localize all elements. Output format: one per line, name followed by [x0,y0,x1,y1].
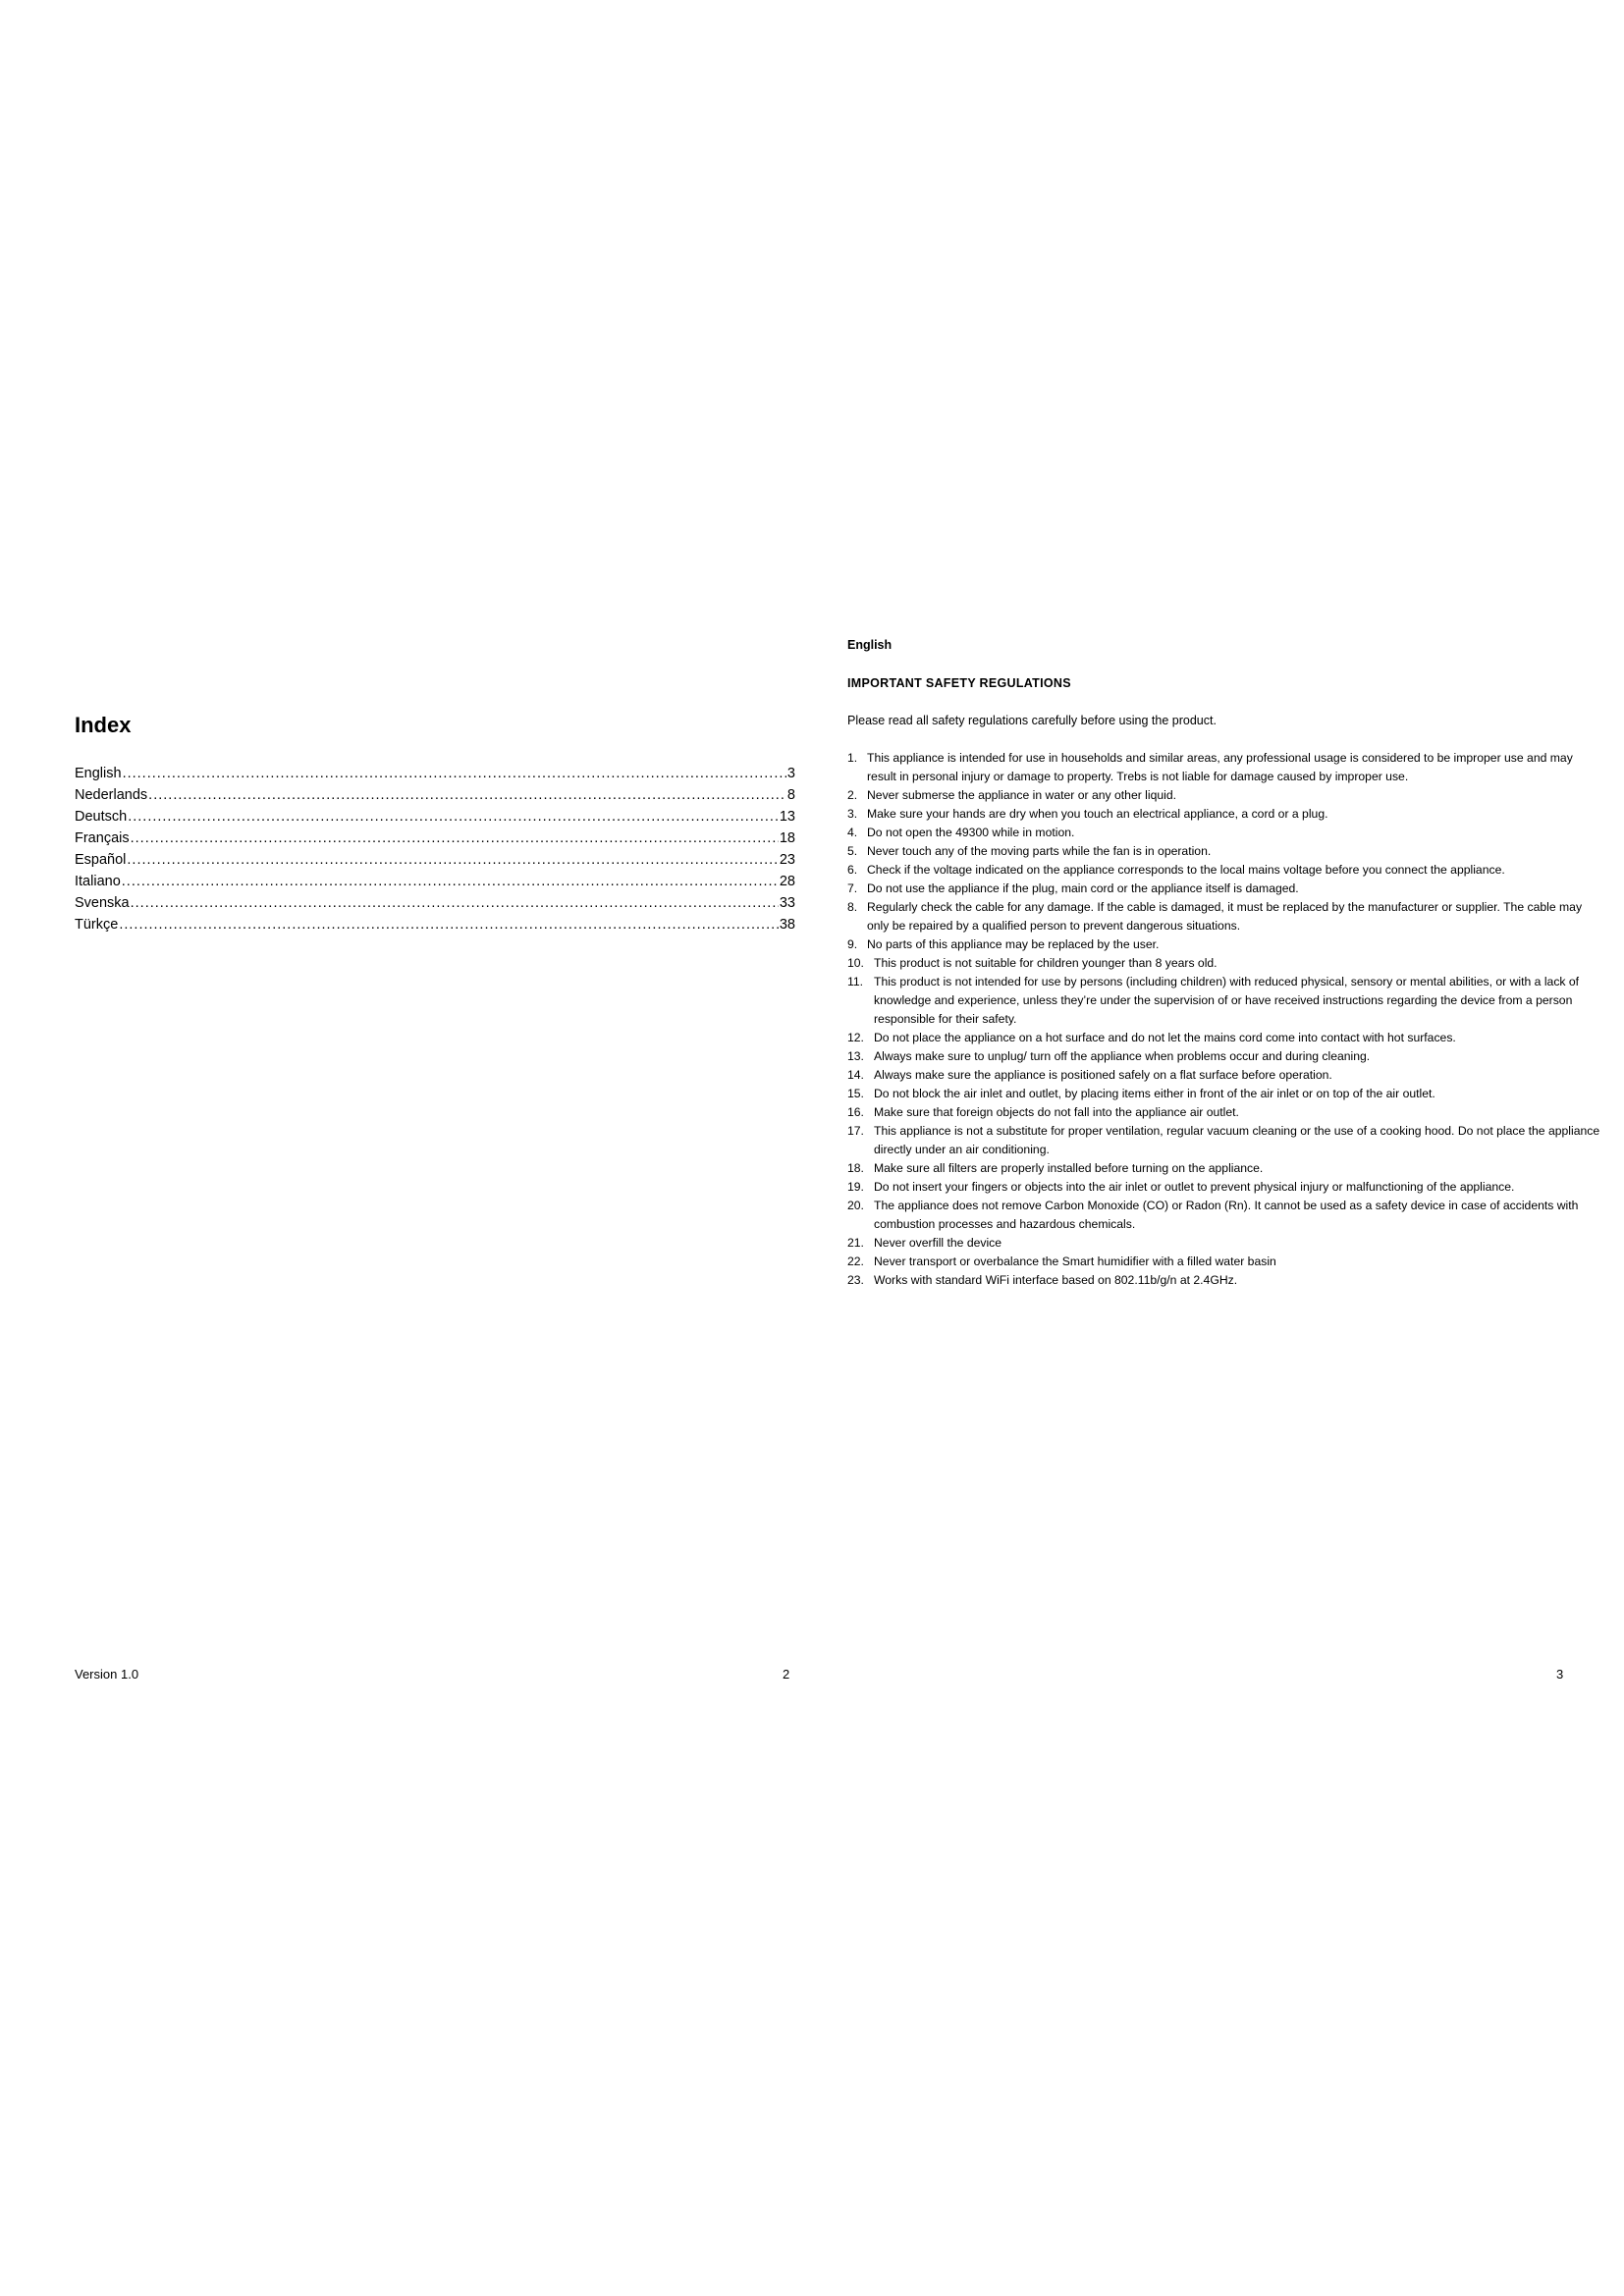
rule-number: 11. [847,975,864,988]
toc-dot-leader [131,892,779,914]
rule-number: 4. [847,826,858,839]
list-item [847,1253,1601,1271]
list-item [847,1197,1601,1234]
toc-entry-francais[interactable] [75,828,795,849]
rule-number: 18. [847,1161,864,1175]
list-item [847,749,1601,786]
list-item [847,1234,1601,1253]
toc-label: Türkçe [75,917,119,933]
rule-number: 7. [847,881,858,895]
toc-entry-english[interactable] [75,763,795,784]
rule-number: 10. [847,956,864,970]
toc-page-number: 38 [779,917,795,933]
rule-number: 6. [847,863,858,877]
rule-text: Do not place the appliance on a hot surface and do not let the mains cord come into contact with hot surfaces. [874,1031,1456,1044]
safety-heading: IMPORTANT SAFETY REGULATIONS [847,676,1071,690]
toc-label: Svenska [75,895,130,911]
rule-text: Do not open the 49300 while in motion. [867,826,1075,839]
list-item [847,1159,1601,1178]
rule-text: Regularly check the cable for any damage. If the cable is damaged, it must be replaced by the manufacturer or supplier. The cable may only be repaired by a qualified person to prevent dangerous situations. [867,900,1583,933]
toc-entry-deutsch[interactable] [75,806,795,828]
rule-text: Never submerse the appliance in water or any other liquid. [867,788,1177,802]
list-item [847,805,1601,824]
rule-text: This product is not suitable for children younger than 8 years old. [874,956,1218,970]
toc-label: Français [75,830,130,846]
toc-label: Nederlands [75,787,148,803]
list-item [847,898,1601,935]
toc-entry-turkce[interactable] [75,914,795,935]
list-item [847,1103,1601,1122]
list-item [847,973,1601,1029]
rule-text: No parts of this appliance may be replaced by the user. [867,937,1160,951]
toc-page-number: 18 [779,830,795,846]
toc-page-number: 33 [779,895,795,911]
rule-text: Never overfill the device [874,1236,1002,1250]
rule-number: 19. [847,1180,864,1194]
rule-text: Make sure that foreign objects do not fall into the appliance air outlet. [874,1105,1239,1119]
list-item [847,824,1601,842]
rule-text: Never touch any of the moving parts while the fan is in operation. [867,844,1212,858]
index-title: Index [75,713,132,737]
toc-dot-leader [131,828,779,849]
toc-label: Español [75,852,127,868]
toc-page-number: 13 [779,809,795,825]
toc-page-number: 23 [779,852,795,868]
page-number-left: 2 [783,1667,790,1682]
list-item [847,935,1601,954]
list-item [847,1066,1601,1085]
toc-dot-leader [127,849,778,871]
rule-text: This appliance is not a substitute for proper ventilation, regular vacuum cleaning or the use of a cooking hood. Do not place the appliance directly under an air conditioning. [874,1124,1600,1156]
rule-number: 1. [847,751,858,765]
rule-text: Do not use the appliance if the plug, main cord or the appliance itself is damaged. [867,881,1299,895]
rule-text: This appliance is intended for use in households and similar areas, any professional usage is considered to be improper use and may result in personal injury or damage to property. Trebs is not liable for damage caused by improper use. [867,751,1573,783]
toc-entry-svenska[interactable] [75,892,795,914]
list-item [847,786,1601,805]
intro-text: Please read all safety regulations carefully before using the product. [847,714,1217,727]
page-number-right: 3 [1556,1667,1564,1682]
list-item [847,1271,1601,1290]
toc-entry-italiano[interactable] [75,871,795,892]
rule-number: 12. [847,1031,864,1044]
toc-page-number: 8 [786,787,795,803]
toc-dot-leader [119,914,779,935]
rule-number: 15. [847,1087,864,1100]
list-item [847,1047,1601,1066]
rule-text: The appliance does not remove Carbon Monoxide (CO) or Radon (Rn). It cannot be used as a safety device in case of accidents with combustion processes and hazardous chemicals. [874,1199,1579,1231]
rule-text: Always make sure the appliance is positioned safely on a flat surface before operation. [874,1068,1332,1082]
list-item [847,954,1601,973]
rule-number: 14. [847,1068,864,1082]
rule-number: 17. [847,1124,864,1138]
list-item [847,1085,1601,1103]
list-item [847,842,1601,861]
rule-number: 8. [847,900,858,914]
rule-number: 13. [847,1049,864,1063]
toc-page-number: 28 [779,874,795,889]
rule-number: 22. [847,1255,864,1268]
toc-label: Deutsch [75,809,128,825]
list-item [847,861,1601,880]
rule-number: 3. [847,807,858,821]
version-label: Version 1.0 [75,1667,139,1682]
list-item [847,1178,1601,1197]
rule-text: This product is not intended for use by persons (including children) with reduced physical, sensory or mental abilities, or with a lack of knowledge and experience, unless they’re under the supervision of or have received instructions regarding the device from a person responsible for their safety. [874,975,1580,1026]
toc-entry-nederlands[interactable] [75,784,795,806]
rule-number: 20. [847,1199,864,1212]
rule-text: Do not insert your fingers or objects into the air inlet or outlet to prevent physical injury or malfunctioning of the appliance. [874,1180,1515,1194]
rule-text: Make sure all filters are properly installed before turning on the appliance. [874,1161,1264,1175]
toc-dot-leader [122,871,779,892]
safety-rules-list [847,749,1601,1290]
rule-text: Do not block the air inlet and outlet, by placing items either in front of the air inlet or on top of the air outlet. [874,1087,1435,1100]
toc-page-number: 3 [786,766,795,781]
rule-number: 21. [847,1236,864,1250]
rule-text: Works with standard WiFi interface based on 802.11b/g/n at 2.4GHz. [874,1273,1238,1287]
language-heading: English [847,638,893,652]
rule-number: 23. [847,1273,864,1287]
toc-dot-leader [148,784,786,806]
toc-label: English [75,766,122,781]
list-item [847,1122,1601,1159]
rule-text: Make sure your hands are dry when you touch an electrical appliance, a cord or a plug. [867,807,1328,821]
right-page [812,0,1624,2296]
toc-label: Italiano [75,874,121,889]
rule-text: Check if the voltage indicated on the appliance corresponds to the local mains voltage before you connect the appliance. [867,863,1505,877]
toc-entry-espanol[interactable] [75,849,795,871]
rule-number: 16. [847,1105,864,1119]
toc-dot-leader [128,806,779,828]
toc-dot-leader [123,763,786,784]
rule-text: Never transport or overbalance the Smart humidifier with a filled water basin [874,1255,1276,1268]
rule-number: 2. [847,788,858,802]
rule-text: Always make sure to unplug/ turn off the appliance when problems occur and during cleaning. [874,1049,1371,1063]
rule-number: 9. [847,937,858,951]
list-item [847,1029,1601,1047]
list-item [847,880,1601,898]
rule-number: 5. [847,844,858,858]
table-of-contents [75,763,795,935]
